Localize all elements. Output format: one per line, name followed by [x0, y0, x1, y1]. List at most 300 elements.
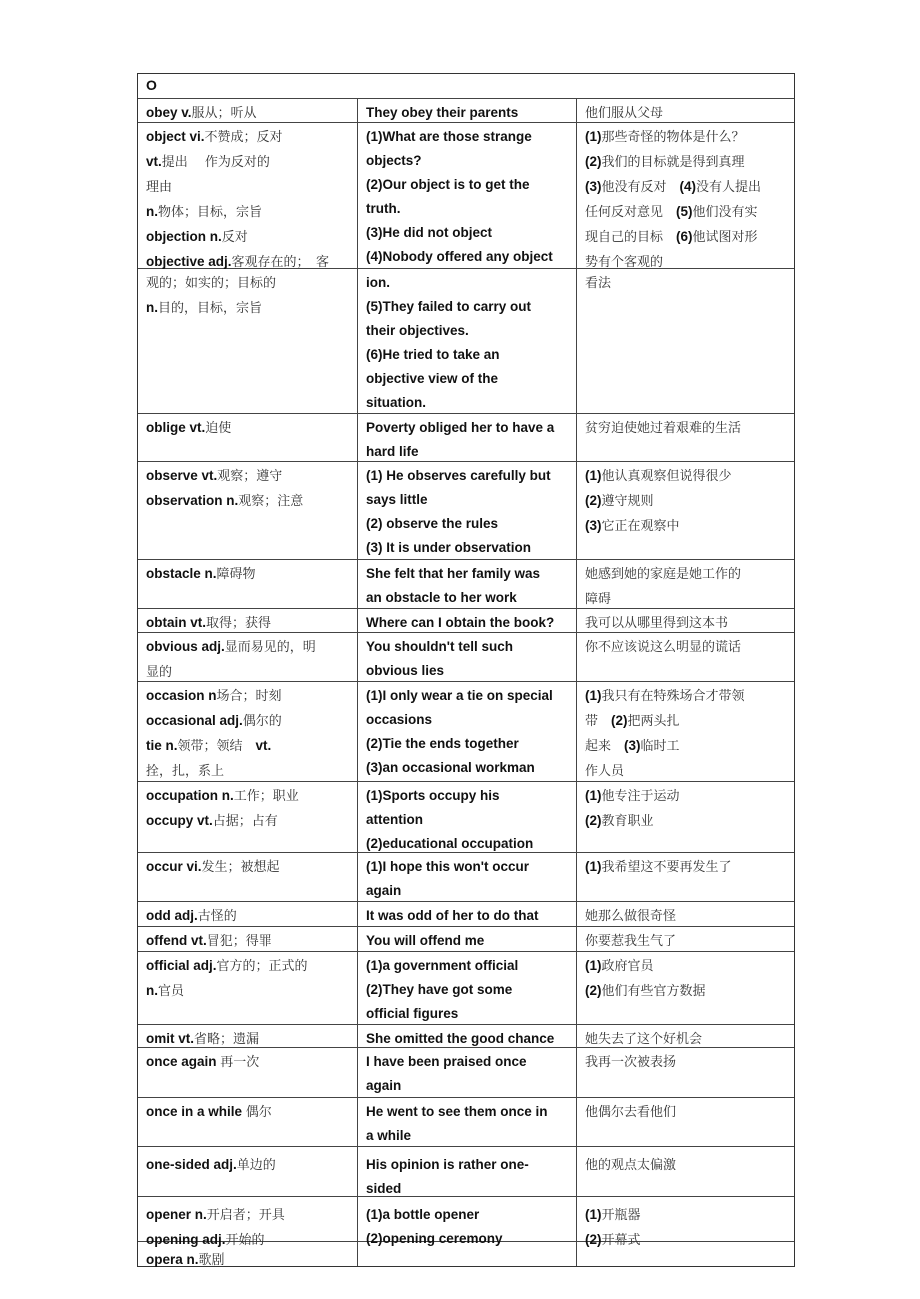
chinese-text: 再一次: [220, 1055, 260, 1070]
english-text: I have been praised once: [366, 1054, 527, 1069]
cell-line: [585, 709, 786, 734]
chinese-text: 服从；听从: [191, 106, 257, 121]
cell-line: [366, 954, 568, 978]
english-text: ion.: [366, 275, 390, 290]
word-cell: [138, 782, 357, 852]
cell-line: [146, 1203, 349, 1228]
chinese-text: 官员: [158, 984, 185, 999]
cell-line: [585, 225, 786, 250]
english-text: (1): [585, 468, 602, 483]
english-text: tie n.: [146, 738, 178, 753]
cell-line: [366, 929, 568, 953]
cell-line: [146, 175, 349, 200]
cell-line: [366, 586, 568, 610]
cell-line: [146, 125, 349, 150]
chinese-text: 作人员: [585, 764, 625, 779]
word-cell: [138, 633, 357, 681]
english-text: obvious adj.: [146, 639, 225, 654]
chinese-text: 他们没有实: [692, 205, 758, 220]
cell-line: [585, 125, 786, 150]
cell-line: [366, 221, 568, 245]
english-text: observe vt.: [146, 468, 218, 483]
translation-cell: [576, 123, 794, 268]
chinese-text: 遵守规则: [601, 494, 654, 509]
english-text: They obey their parents: [366, 105, 519, 120]
example-cell: [357, 99, 576, 122]
english-text: It was odd of her to do that: [366, 908, 539, 923]
chinese-text: 领带；领结: [177, 739, 256, 754]
cell-line: [146, 1050, 349, 1075]
english-text: (4): [679, 179, 697, 194]
english-text: a while: [366, 1128, 412, 1143]
chinese-text: 她感到她的家庭是她工作的: [585, 567, 742, 582]
cell-line: [366, 343, 568, 367]
chinese-text: 观察；注意: [238, 494, 304, 509]
example-cell: [357, 952, 576, 1024]
example-cell: [357, 1025, 576, 1047]
cell-line: [366, 440, 568, 464]
english-text: (4)Nobody offered any object: [366, 249, 553, 264]
cell-line: [585, 684, 786, 709]
translation-cell: [576, 560, 794, 608]
cell-line: [146, 855, 349, 880]
table-row: [138, 1047, 794, 1097]
cell-line: [146, 416, 349, 441]
english-text: (2): [585, 983, 602, 998]
cell-line: [146, 464, 349, 489]
cell-line: [146, 1248, 349, 1273]
english-text: oblige vt.: [146, 420, 206, 435]
word-cell: [138, 99, 357, 122]
english-text: (1)a bottle opener: [366, 1207, 480, 1222]
chinese-text: 贫穷迫使她过着艰难的生活: [585, 421, 742, 436]
cell-line: [366, 659, 568, 683]
word-cell: [138, 269, 357, 413]
example-cell: [357, 1048, 576, 1097]
chinese-text: 他们服从父母: [585, 106, 664, 121]
section-header-row: [138, 74, 794, 98]
table-row: [138, 559, 794, 608]
table-row: [138, 1146, 794, 1196]
english-text: You will offend me: [366, 933, 485, 948]
english-text: obey v.: [146, 105, 192, 120]
chinese-text: 偶尔: [245, 1105, 272, 1120]
chinese-text: 把两头扎: [627, 714, 680, 729]
chinese-text: 工作；职业: [233, 789, 299, 804]
cell-line: [585, 489, 786, 514]
cell-line: [585, 929, 786, 954]
cell-line: [366, 173, 568, 197]
cell-line: [585, 150, 786, 175]
english-text: opening adj.: [146, 1232, 226, 1247]
example-cell: [357, 560, 576, 608]
cell-line: [366, 391, 568, 415]
word-cell: [138, 1048, 357, 1097]
cell-line: [585, 464, 786, 489]
cell-line: [366, 684, 568, 708]
section-letter: O: [146, 77, 157, 93]
translation-cell: [576, 1048, 794, 1097]
chinese-text: 开幕式: [601, 1233, 641, 1248]
cell-line: [366, 1203, 568, 1227]
english-text: (2): [585, 813, 602, 828]
cell-line: [366, 879, 568, 903]
cell-line: [585, 855, 786, 880]
cell-line: [585, 1153, 786, 1178]
cell-line: [366, 295, 568, 319]
chinese-text: 起来: [585, 739, 625, 754]
table-row: [138, 122, 794, 268]
example-cell: [357, 462, 576, 559]
cell-line: [366, 125, 568, 149]
cell-line: [146, 809, 349, 834]
cell-line: [366, 904, 568, 928]
table-row: [138, 926, 794, 951]
example-cell: [357, 123, 576, 268]
word-cell: [138, 902, 357, 926]
word-cell: [138, 560, 357, 608]
cell-line: [366, 1100, 568, 1124]
cell-line: [146, 734, 349, 759]
table-row: [138, 781, 794, 852]
cell-line: [146, 489, 349, 514]
translation-cell: [576, 462, 794, 559]
vocabulary-table: [137, 73, 795, 1267]
chinese-text: 偶尔的: [242, 714, 282, 729]
english-text: (1): [585, 688, 602, 703]
cell-line: [146, 150, 349, 175]
english-text: (2) observe the rules: [366, 516, 499, 531]
cell-line: [366, 464, 568, 488]
cell-line: [585, 1100, 786, 1125]
table-row: [138, 98, 794, 122]
translation-cell: [576, 902, 794, 926]
english-text: (1)Sports occupy his: [366, 788, 500, 803]
chinese-text: 他试图对形: [692, 230, 758, 245]
english-text: objection n.: [146, 229, 222, 244]
chinese-text: 现自己的目标: [585, 230, 677, 245]
chinese-text: 我们的目标就是得到真理: [601, 155, 745, 170]
cell-line: [585, 271, 786, 296]
english-text: She omitted the good chance: [366, 1031, 555, 1046]
english-text: (1): [585, 129, 602, 144]
translation-cell: [576, 1098, 794, 1146]
translation-cell: [576, 682, 794, 781]
chinese-text: 单边的: [236, 1158, 276, 1173]
example-cell: [357, 1197, 576, 1246]
chinese-text: 开瓶器: [601, 1208, 641, 1223]
english-text: (2): [585, 1232, 602, 1247]
cell-line: [585, 175, 786, 200]
chinese-text: 显而易见的，明: [224, 640, 316, 655]
example-cell: [357, 927, 576, 951]
cell-line: [366, 416, 568, 440]
english-text: (3): [585, 518, 602, 533]
chinese-text: 取得；获得: [206, 616, 272, 631]
chinese-text: 客观存在的； 客: [231, 255, 330, 270]
cell-line: [146, 296, 349, 321]
english-text: (3): [585, 179, 602, 194]
chinese-text: 势有个客观的: [585, 255, 664, 270]
example-cell: [357, 782, 576, 852]
cell-line: [146, 904, 349, 929]
translation-cell: [576, 1197, 794, 1248]
chinese-text: 看法: [585, 276, 612, 291]
chinese-text: 政府官员: [601, 959, 654, 974]
word-cell: [138, 682, 357, 781]
chinese-text: 古怪的: [197, 909, 237, 924]
cell-line: [366, 784, 568, 808]
cell-line: [585, 734, 786, 759]
cell-line: [585, 784, 786, 809]
english-text: (1)What are those strange: [366, 129, 532, 144]
english-text: obtain vt.: [146, 615, 206, 630]
chinese-text: 临时工: [640, 739, 680, 754]
chinese-text: 歌剧: [198, 1253, 225, 1268]
word-cell: [138, 1242, 357, 1266]
english-text: once again: [146, 1054, 221, 1069]
english-text: hard life: [366, 444, 419, 459]
chinese-text: 我希望这不要再发生了: [601, 860, 732, 875]
translation-cell: [576, 1147, 794, 1196]
table-row: [138, 632, 794, 681]
cell-line: [585, 514, 786, 539]
chinese-text: 你要惹我生气了: [585, 934, 677, 949]
chinese-text: 省略；遗漏: [194, 1032, 260, 1047]
cell-line: [366, 101, 568, 125]
example-cell: [357, 633, 576, 681]
cell-line: [366, 1153, 568, 1177]
table-row: [138, 413, 794, 461]
english-text: vt.: [255, 738, 272, 753]
chinese-text: 理由: [146, 180, 173, 195]
english-text: (3)an occasional workman: [366, 760, 535, 775]
english-text: official adj.: [146, 958, 217, 973]
cell-line: [366, 512, 568, 536]
english-text: one-sided adj.: [146, 1157, 237, 1172]
english-text: (6)He tried to take an: [366, 347, 500, 362]
cell-line: [366, 536, 568, 560]
english-text: opener n.: [146, 1207, 207, 1222]
chinese-text: 你不应该说这么明显的谎话: [585, 640, 742, 655]
word-cell: [138, 462, 357, 559]
english-text: (1): [585, 1207, 602, 1222]
table-row: [138, 951, 794, 1024]
english-text: He went to see them once in: [366, 1104, 548, 1119]
english-text: occasional adj.: [146, 713, 243, 728]
english-text: an obstacle to her work: [366, 590, 517, 605]
cell-line: [585, 979, 786, 1004]
english-text: occasion n: [146, 688, 217, 703]
translation-cell: [576, 1025, 794, 1047]
cell-line: [366, 367, 568, 391]
chinese-text: 我只有在特殊场合才带领: [601, 689, 745, 704]
cell-line: [366, 562, 568, 586]
chinese-text: 他认真观察但说得很少: [601, 469, 732, 484]
word-cell: [138, 609, 357, 632]
english-text: occur vi.: [146, 859, 202, 874]
chinese-text: 她失去了这个好机会: [585, 1032, 703, 1047]
chinese-text: 障碍物: [216, 567, 256, 582]
example-cell: [357, 609, 576, 632]
translation-cell: [576, 927, 794, 951]
cell-line: [366, 1050, 568, 1074]
example-cell: [357, 1242, 576, 1266]
cell-line: [146, 1153, 349, 1178]
cell-line: [585, 809, 786, 834]
example-cell: [357, 682, 576, 781]
cell-line: [366, 271, 568, 295]
english-text: again: [366, 1078, 402, 1093]
chinese-text: 占据；占有: [212, 814, 278, 829]
table-row: [138, 268, 794, 413]
chinese-text: 观的；如实的；目标的: [146, 276, 277, 291]
english-text: n.: [146, 983, 158, 998]
chinese-text: 没有人提出: [696, 180, 762, 195]
chinese-text: 教育职业: [601, 814, 654, 829]
cell-line: [366, 319, 568, 343]
example-cell: [357, 902, 576, 926]
cell-line: [146, 759, 349, 784]
table-row: [138, 608, 794, 632]
english-text: (5)They failed to carry out: [366, 299, 532, 314]
chinese-text: 她那么做很奇怪: [585, 909, 677, 924]
english-text: offend vt.: [146, 933, 207, 948]
word-cell: [138, 927, 357, 951]
english-text: truth.: [366, 201, 401, 216]
chinese-text: 任何反对意见: [585, 205, 677, 220]
translation-cell: [576, 269, 794, 413]
table-row: [138, 1241, 794, 1266]
cell-line: [366, 611, 568, 635]
chinese-text: 他的观点太偏激: [585, 1158, 677, 1173]
translation-cell: [576, 853, 794, 901]
english-text: (2)opening ceremony: [366, 1231, 503, 1246]
english-text: She felt that her family was: [366, 566, 541, 581]
table-row: [138, 852, 794, 901]
english-text: (6): [676, 229, 693, 244]
english-text: (3)He did not object: [366, 225, 492, 240]
cell-line: [585, 904, 786, 929]
cell-line: [366, 197, 568, 221]
table-row: [138, 1024, 794, 1047]
chinese-text: 拴，扎，系上: [146, 764, 225, 779]
cell-line: [366, 245, 568, 269]
cell-line: [366, 149, 568, 173]
cell-line: [366, 756, 568, 780]
chinese-text: 不赞成；反对: [204, 130, 283, 145]
english-text: says little: [366, 492, 428, 507]
cell-line: [146, 562, 349, 587]
cell-line: [146, 1100, 349, 1125]
english-text: occasions: [366, 712, 433, 727]
english-text: again: [366, 883, 402, 898]
english-text: opera n.: [146, 1252, 199, 1267]
cell-line: [366, 1002, 568, 1026]
chinese-text: 目的，目标，宗旨: [158, 301, 263, 316]
table-row: [138, 681, 794, 781]
english-text: (1)I hope this won't occur: [366, 859, 529, 874]
word-cell: [138, 1147, 357, 1196]
chinese-text: 迫使: [205, 421, 232, 436]
table-row: [138, 461, 794, 559]
word-cell: [138, 952, 357, 1024]
english-text: omit vt.: [146, 1031, 195, 1046]
english-text: (5): [676, 204, 693, 219]
english-text: (2)Our object is to get the: [366, 177, 530, 192]
chinese-text: 我再一次被表扬: [585, 1055, 677, 1070]
english-text: (3) It is under observation: [366, 540, 532, 555]
translation-cell: [576, 609, 794, 632]
chinese-text: 他们有些官方数据: [601, 984, 706, 999]
chinese-text: 带: [585, 714, 612, 729]
chinese-text: 观察；遵守: [217, 469, 283, 484]
table-row: [138, 1097, 794, 1146]
word-cell: [138, 1098, 357, 1146]
english-text: (1)I only wear a tie on special: [366, 688, 553, 703]
chinese-text: 他偶尔去看他们: [585, 1105, 677, 1120]
english-text: occupy vt.: [146, 813, 213, 828]
english-text: attention: [366, 812, 423, 827]
translation-cell: [576, 633, 794, 681]
english-text: (2): [611, 713, 628, 728]
english-text: (2)educational occupation: [366, 836, 534, 851]
cell-line: [146, 271, 349, 296]
translation-cell: [576, 1242, 794, 1266]
english-text: object vi.: [146, 129, 205, 144]
chinese-text: 它正在观察中: [601, 519, 680, 534]
english-text: His opinion is rather one-: [366, 1157, 529, 1172]
cell-line: [366, 1124, 568, 1148]
cell-line: [146, 954, 349, 979]
english-text: sided: [366, 1181, 402, 1196]
english-text: odd adj.: [146, 908, 198, 923]
word-cell: [138, 1197, 357, 1248]
cell-line: [146, 979, 349, 1004]
cell-line: [366, 978, 568, 1002]
english-text: (2)They have got some: [366, 982, 513, 997]
translation-cell: [576, 782, 794, 852]
cell-line: [146, 200, 349, 225]
cell-line: [146, 635, 349, 660]
english-text: obvious lies: [366, 663, 445, 678]
english-text: n.: [146, 204, 158, 219]
chinese-text: 开始的: [225, 1233, 265, 1248]
cell-line: [366, 488, 568, 512]
cell-line: [366, 732, 568, 756]
cell-line: [366, 1074, 568, 1098]
cell-line: [585, 954, 786, 979]
word-cell: [138, 414, 357, 461]
english-text: objects?: [366, 153, 422, 168]
english-text: vt.: [146, 154, 162, 169]
english-text: (1): [585, 859, 602, 874]
english-text: (1)a government official: [366, 958, 519, 973]
chinese-text: 那些奇怪的物体是什么？: [601, 130, 745, 145]
chinese-text: 他专注于运动: [601, 789, 680, 804]
example-cell: [357, 269, 576, 413]
table-row: [138, 1196, 794, 1248]
cell-line: [366, 708, 568, 732]
cell-line: [146, 709, 349, 734]
english-text: official figures: [366, 1006, 459, 1021]
chinese-text: 我可以从哪里得到这本书: [585, 616, 729, 631]
example-cell: [357, 853, 576, 901]
cell-line: [585, 416, 786, 441]
cell-line: [146, 225, 349, 250]
chinese-text: 冒犯；得罪: [206, 934, 272, 949]
example-cell: [357, 414, 576, 461]
